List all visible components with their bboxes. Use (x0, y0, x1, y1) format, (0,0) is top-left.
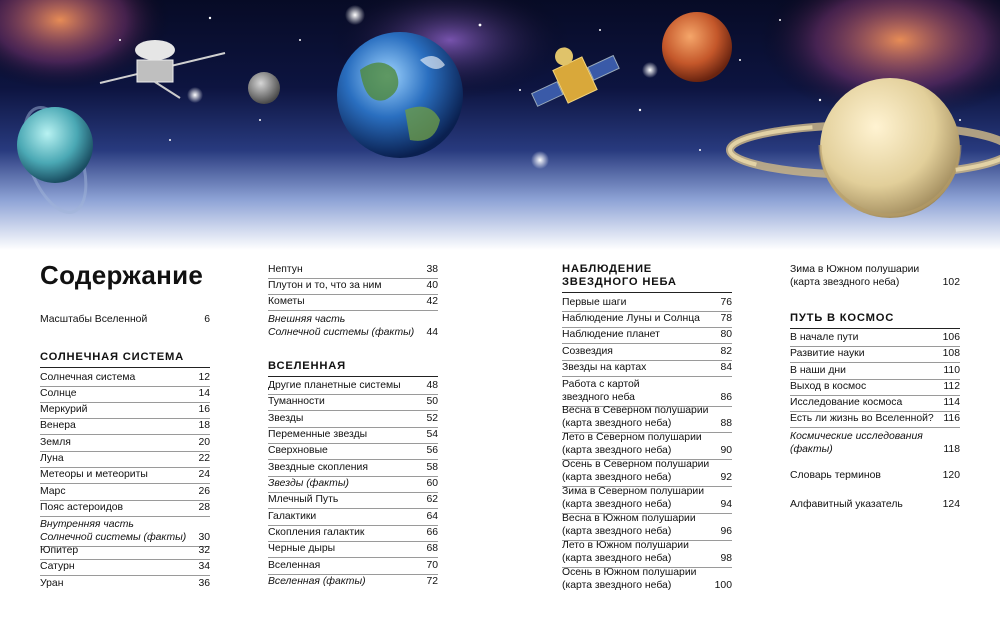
toc-item[interactable]: Вселенная (факты) 72 (268, 576, 438, 587)
toc-item[interactable]: Нептун 38 (268, 263, 438, 279)
toc-item[interactable]: Скопления галактик 66 (268, 526, 438, 542)
toc-item[interactable]: Весна в Северном полушарии (карта звездного неба) 88 (562, 404, 732, 433)
toc-item[interactable]: Млечный Путь 62 (268, 493, 438, 509)
space-banner (0, 0, 1000, 250)
toc-item[interactable]: Солнечная система 12 (40, 371, 210, 387)
toc-item[interactable]: Другие планетные системы 48 (268, 379, 438, 395)
toc-item[interactable]: Работа с картой звездного неба 86 (562, 378, 732, 407)
toc-item[interactable]: Пояс астероидов 28 (40, 501, 210, 517)
toc-item[interactable]: Земля 20 (40, 436, 210, 452)
toc-item[interactable]: Осень в Северном полушарии (карта звездного неба) 92 (562, 458, 732, 487)
toc-item[interactable]: Звезды на картах 84 (562, 361, 732, 377)
toc-item[interactable]: Галактики 64 (268, 510, 438, 526)
toc-item[interactable]: Вселенная 70 (268, 559, 438, 575)
toc-item[interactable]: Марс 26 (40, 485, 210, 501)
toc-item[interactable]: Меркурий 16 (40, 403, 210, 419)
toc-item-glossary[interactable]: Словарь терминов 120 (790, 470, 960, 481)
toc-item[interactable]: Внутренняя часть Солнечной системы (факты) 30 (40, 518, 210, 547)
toc-item[interactable]: Лето в Северном полушарии (карта звездного неба) 90 (562, 431, 732, 460)
toc-item[interactable]: В наши дни 110 (790, 364, 960, 380)
toc-item[interactable]: Наблюдение Луны и Солнца 78 (562, 312, 732, 328)
toc-item[interactable]: Звездные скопления 58 (268, 461, 438, 477)
toc-item[interactable]: Выход в космос 112 (790, 380, 960, 396)
toc-item[interactable]: Звезды (факты) 60 (268, 477, 438, 493)
toc-item[interactable]: Внешняя часть Солнечной системы (факты) 44 (268, 314, 438, 338)
toc-item[interactable]: Метеоры и метеориты 24 (40, 468, 210, 484)
section-heading: СОЛНЕЧНАЯ СИСТЕМА (40, 350, 210, 368)
toc-item[interactable]: Зима в Северном полушарии (карта звездного неба) 94 (562, 485, 732, 514)
toc-item[interactable]: Весна в Южном полушарии (карта звездного неба) 96 (562, 512, 732, 541)
toc-item[interactable]: Кометы 42 (268, 295, 438, 311)
toc-item[interactable]: Венера 18 (40, 419, 210, 435)
toc-item[interactable]: Исследование космоса 114 (790, 396, 960, 412)
toc-item[interactable]: Наблюдение планет 80 (562, 328, 732, 344)
toc-item[interactable]: Звезды 52 (268, 412, 438, 428)
page-title: Содержание (40, 260, 204, 290)
toc-item[interactable]: В начале пути 106 (790, 331, 960, 347)
toc-item[interactable]: Сатурн 34 (40, 560, 210, 576)
toc-item-index[interactable]: Алфавитный указатель 124 (790, 499, 960, 510)
section-heading: НАБЛЮДЕНИЕ ЗВЕЗДНОГО НЕБА (562, 263, 732, 293)
toc-item[interactable]: Луна 22 (40, 452, 210, 468)
toc-item[interactable]: Космические исследования (факты) 118 (790, 431, 960, 455)
toc-item[interactable]: Первые шаги 76 (562, 296, 732, 312)
section-heading: ВСЕЛЕННАЯ (268, 359, 438, 377)
toc-item[interactable]: Осень в Южном полушарии (карта звездного неба) 100 (562, 567, 732, 591)
toc-item[interactable]: Переменные звезды 54 (268, 428, 438, 444)
toc-item[interactable]: Юпитер 32 (40, 544, 210, 560)
space-illustration (0, 0, 1000, 250)
toc-item[interactable]: Лето в Южном полушарии (карта звездного неба) 98 (562, 539, 732, 568)
section-heading: ПУТЬ В КОСМОС (790, 311, 960, 329)
toc-item[interactable]: Плутон и то, что за ним 40 (268, 279, 438, 295)
toc-item[interactable]: Туманности 50 (268, 395, 438, 411)
toc-item[interactable]: Созвездия 82 (562, 345, 732, 361)
toc-item[interactable]: Черные дыры 68 (268, 542, 438, 558)
toc-item[interactable]: Масштабы Вселенной 6 (40, 314, 210, 325)
toc-item[interactable]: Солнце 14 (40, 387, 210, 403)
toc-item[interactable]: Зима в Южном полушарии (карта звездного неба) 102 (790, 264, 960, 288)
toc-item[interactable]: Есть ли жизнь во Вселенной? 116 (790, 412, 960, 428)
toc-item[interactable]: Сверхновые 56 (268, 444, 438, 460)
toc-item[interactable]: Уран 36 (40, 578, 210, 589)
toc-item[interactable]: Развитие науки 108 (790, 347, 960, 363)
